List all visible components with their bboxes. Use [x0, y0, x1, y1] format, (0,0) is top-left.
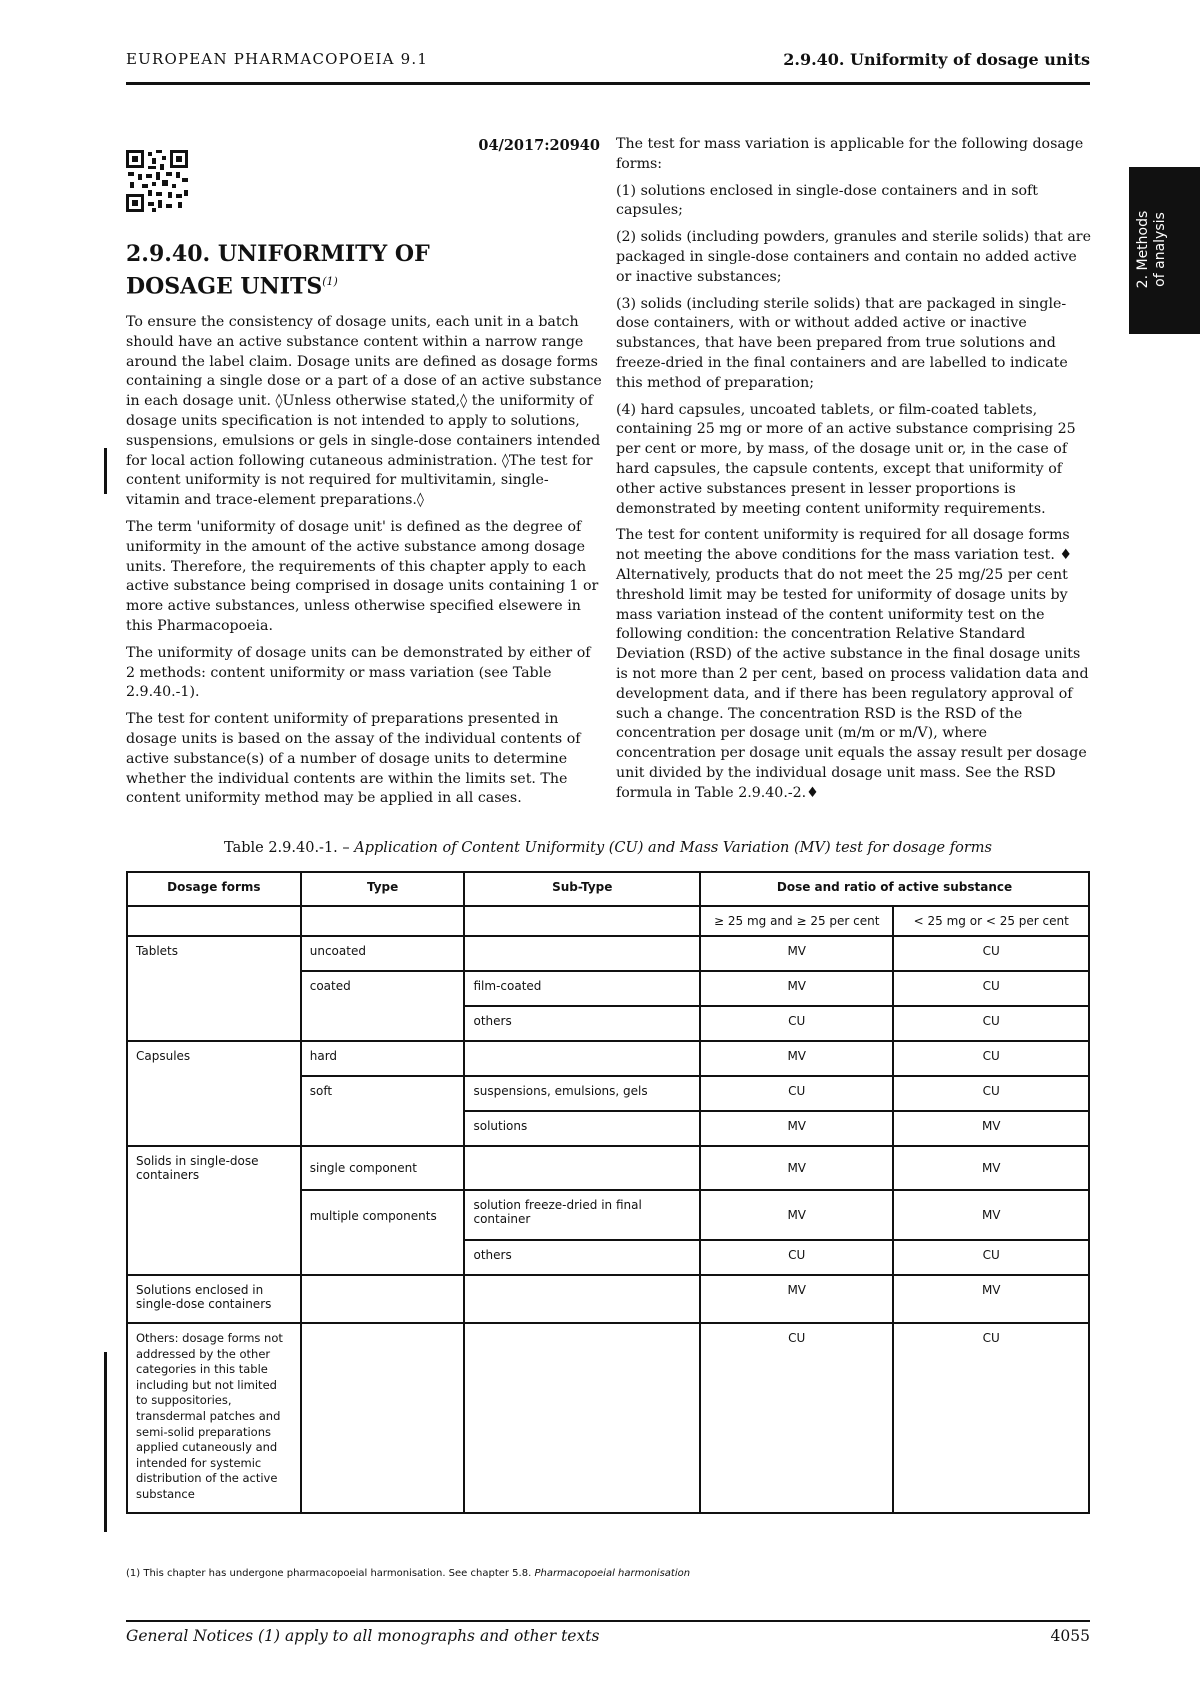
cell-dosage-form: Solids in single-dose containers	[127, 1146, 301, 1190]
cell-subtype: others	[464, 1240, 700, 1275]
cell-subtype: film-coated	[464, 971, 700, 1006]
cell-type: soft	[301, 1076, 465, 1111]
paragraph: To ensure the consistency of dosage units, each unit in a batch should have an active substance content within a narrow range around the label claim. Dosage units are defined as dosage forms containing a single dose or a part of a dose of an active substance in each dosage unit. ◊Unless otherwise stated,◊ the uniformity of dosage units specification is not intended to apply to solutions, suspensions, emulsions or gels in single-dose containers intended for local action following cutaneous administration. ◊The test for content uniformity is not required for multivitamin, single-vitamin and trace-element preparations.◊	[126, 314, 602, 509]
cell-lt25: MV	[893, 1111, 1089, 1146]
table-row	[127, 1190, 1089, 1240]
right-column	[616, 135, 1091, 811]
table-caption-prefix: Table 2.9.40.-1. –	[224, 840, 355, 856]
left-column	[126, 313, 602, 816]
cell-type	[301, 1111, 465, 1146]
cell-subtype: solutions	[464, 1111, 700, 1146]
table-row	[127, 971, 1089, 1006]
cell-lt25: MV	[893, 1190, 1089, 1240]
paragraph: The test for content uniformity of preparations presented in dosage units is based on the assay of the individual contents of active substance(s) of a number of dosage units to determine whether the individual contents are within the limits set. The content uniformity method may be applied in all cases.	[126, 711, 581, 807]
cell-subtype	[464, 936, 700, 971]
cell-ge25: CU	[700, 1240, 893, 1275]
cell-subtype: solution freeze-dried in final container	[464, 1190, 700, 1240]
cell-subtype: others	[464, 1006, 700, 1041]
header-type: Type	[301, 872, 465, 906]
cell-ge25: CU	[700, 1006, 893, 1041]
paragraph: The term 'uniformity of dosage unit' is defined as the degree of uniformity in the amount of the active substance among dosage units. Therefore, the requirements of this chapter apply to each active substance being comprised in dosage units containing 1 or more active substances, unless otherwise specified elsewere in this Pharmacopoeia.	[126, 518, 599, 634]
change-bar	[104, 1352, 107, 1532]
header-rule	[126, 82, 1090, 85]
paragraph: The uniformity of dosage units can be demonstrated by either of 2 methods: content uniformity or mass variation (see Table 2.9.40.-1).	[126, 644, 591, 701]
table-row	[127, 936, 1089, 971]
document-id: 04/2017:20940	[478, 137, 600, 154]
footer-rule	[126, 1620, 1090, 1622]
running-header-title: EUROPEAN PHARMACOPOEIA 9.1	[126, 50, 429, 68]
cell-type	[301, 1006, 465, 1041]
table-caption	[126, 840, 1090, 856]
header-lt25: < 25 mg or < 25 per cent	[893, 906, 1089, 936]
table-row	[127, 1111, 1089, 1146]
table-header-row	[127, 872, 1089, 906]
cell-type: coated	[301, 971, 465, 1006]
cell-lt25: CU	[893, 1041, 1089, 1076]
cell-dosage-form	[127, 1006, 301, 1041]
cell-lt25: CU	[893, 1240, 1089, 1275]
cell-dosage-form: Capsules	[127, 1041, 301, 1076]
cell-lt25: CU	[893, 936, 1089, 971]
cell-ge25: CU	[700, 1076, 893, 1111]
table-row	[127, 1076, 1089, 1111]
footnote	[126, 1568, 690, 1579]
table-row	[127, 1240, 1089, 1275]
cell-type: hard	[301, 1041, 465, 1076]
cell-type: uncoated	[301, 936, 465, 971]
list-item: (2) solids (including powders, granules and sterile solids) that are packaged in single-dose containers and contain no added active or inactive substances;	[616, 229, 1091, 285]
list-item: (1) solutions enclosed in single-dose containers and in soft capsules;	[616, 182, 1038, 219]
cell-ge25: MV	[700, 1111, 893, 1146]
cell-type: single component	[301, 1146, 465, 1190]
table-subheader-row	[127, 906, 1089, 936]
footnote-ref: (1)	[322, 275, 338, 288]
cell-subtype	[464, 1323, 700, 1513]
cell-type	[301, 1275, 465, 1323]
chapter-title	[126, 240, 456, 300]
cell-ge25: MV	[700, 971, 893, 1006]
cell-dosage-form	[127, 971, 301, 1006]
cell-ge25: MV	[700, 1041, 893, 1076]
cell-subtype: suspensions, emulsions, gels	[464, 1076, 700, 1111]
uniformity-table	[126, 871, 1090, 1514]
header-dosage-forms: Dosage forms	[127, 872, 301, 906]
table-cell	[127, 906, 301, 936]
paragraph: The test for mass variation is applicable for the following dosage forms:	[616, 136, 1084, 172]
cell-lt25: CU	[893, 971, 1089, 1006]
cell-subtype	[464, 1146, 700, 1190]
table-row	[127, 1006, 1089, 1041]
cell-lt25: CU	[893, 1323, 1089, 1513]
table-row	[127, 1041, 1089, 1076]
table-row	[127, 1323, 1089, 1513]
cell-subtype	[464, 1041, 700, 1076]
table-cell	[464, 906, 700, 936]
chapter-title-text: 2.9.40. UNIFORMITY OF DOSAGE UNITS	[126, 241, 430, 300]
cell-ge25: MV	[700, 1275, 893, 1323]
cell-dosage-form: Tablets	[127, 936, 301, 971]
footnote-link: Pharmacopoeial harmonisation	[534, 1568, 691, 1579]
table-cell	[301, 906, 465, 936]
cell-dosage-form: Solutions enclosed in single-dose containers	[127, 1275, 301, 1323]
cell-type: multiple components	[301, 1190, 465, 1240]
cell-ge25: MV	[700, 1146, 893, 1190]
paragraph: The test for content uniformity is required for all dosage forms not meeting the above conditions for the mass variation test. ♦ Alternatively, products that do not meet the 25 mg/25 per cent threshold limit may be tested for uniformity of dosage units by mass variation instead of the content uniformity test on the following condition: the concentration Relative Standard Deviation (RSD) of the active substance in the final dosage units is not more than 2 per cent, based on process validation data and development data, and if there has been regulatory approval of such a change. The concentration RSD is the RSD of the concentration per dosage unit (m/m or m/V), where concentration per dosage unit equals the assay result per dosage unit divided by the individual dosage unit mass. See the RSD formula in Table 2.9.40.-2.♦	[616, 527, 1089, 801]
cell-lt25: CU	[893, 1076, 1089, 1111]
footnote-text: (1) This chapter has undergone pharmacopoeial harmonisation. See chapter 5.8.	[126, 1568, 535, 1579]
cell-dosage-form	[127, 1076, 301, 1111]
table-row	[127, 1146, 1089, 1190]
cell-lt25: MV	[893, 1275, 1089, 1323]
list-item: (3) solids (including sterile solids) that are packaged in single-dose containers, with or without added active or inactive substances, that have been prepared from true solutions and freeze-dried in the final containers and are labelled to indicate this method of preparation;	[616, 295, 1068, 391]
cell-dosage-form	[127, 1190, 301, 1240]
cell-type	[301, 1240, 465, 1275]
cell-ge25: CU	[700, 1323, 893, 1513]
side-tab-label: 2. Methods of analysis	[1135, 210, 1168, 289]
page-number: 4055	[1050, 1627, 1090, 1645]
change-bar	[104, 448, 107, 494]
footer-note: General Notices (1) apply to all monographs and other texts	[126, 1627, 600, 1645]
table-row	[127, 1275, 1089, 1323]
cell-type	[301, 1323, 465, 1513]
running-header-chapter: 2.9.40. Uniformity of dosage units	[783, 50, 1090, 69]
side-tab	[1129, 167, 1200, 334]
table-caption-title: Application of Content Uniformity (CU) and Mass Variation (MV) test for dosage forms	[354, 840, 992, 856]
header-ge25: ≥ 25 mg and ≥ 25 per cent	[700, 906, 893, 936]
qr-code	[126, 150, 188, 212]
header-dose-ratio: Dose and ratio of active substance	[700, 872, 1089, 906]
cell-ge25: MV	[700, 1190, 893, 1240]
cell-dosage-form	[127, 1111, 301, 1146]
cell-dosage-form	[127, 1240, 301, 1275]
list-item: (4) hard capsules, uncoated tablets, or film-coated tablets, containing 25 mg or more of an active substance comprising 25 per cent or more, by mass, of the dosage unit or, in the case of hard capsules, the capsule contents, except that uniformity of other active substances present in lesser proportions is demonstrated by meeting content uniformity requirements.	[616, 401, 1076, 517]
cell-subtype	[464, 1275, 700, 1323]
header-subtype: Sub-Type	[464, 872, 700, 906]
cell-lt25: MV	[893, 1146, 1089, 1190]
cell-dosage-form: Others: dosage forms not addressed by the other categories in this table including but not limited to suppositories, transdermal patches and semi-solid preparations applied cutaneously and intended for systemic distribution of the active substance	[127, 1323, 301, 1513]
cell-ge25: MV	[700, 936, 893, 971]
cell-lt25: CU	[893, 1006, 1089, 1041]
